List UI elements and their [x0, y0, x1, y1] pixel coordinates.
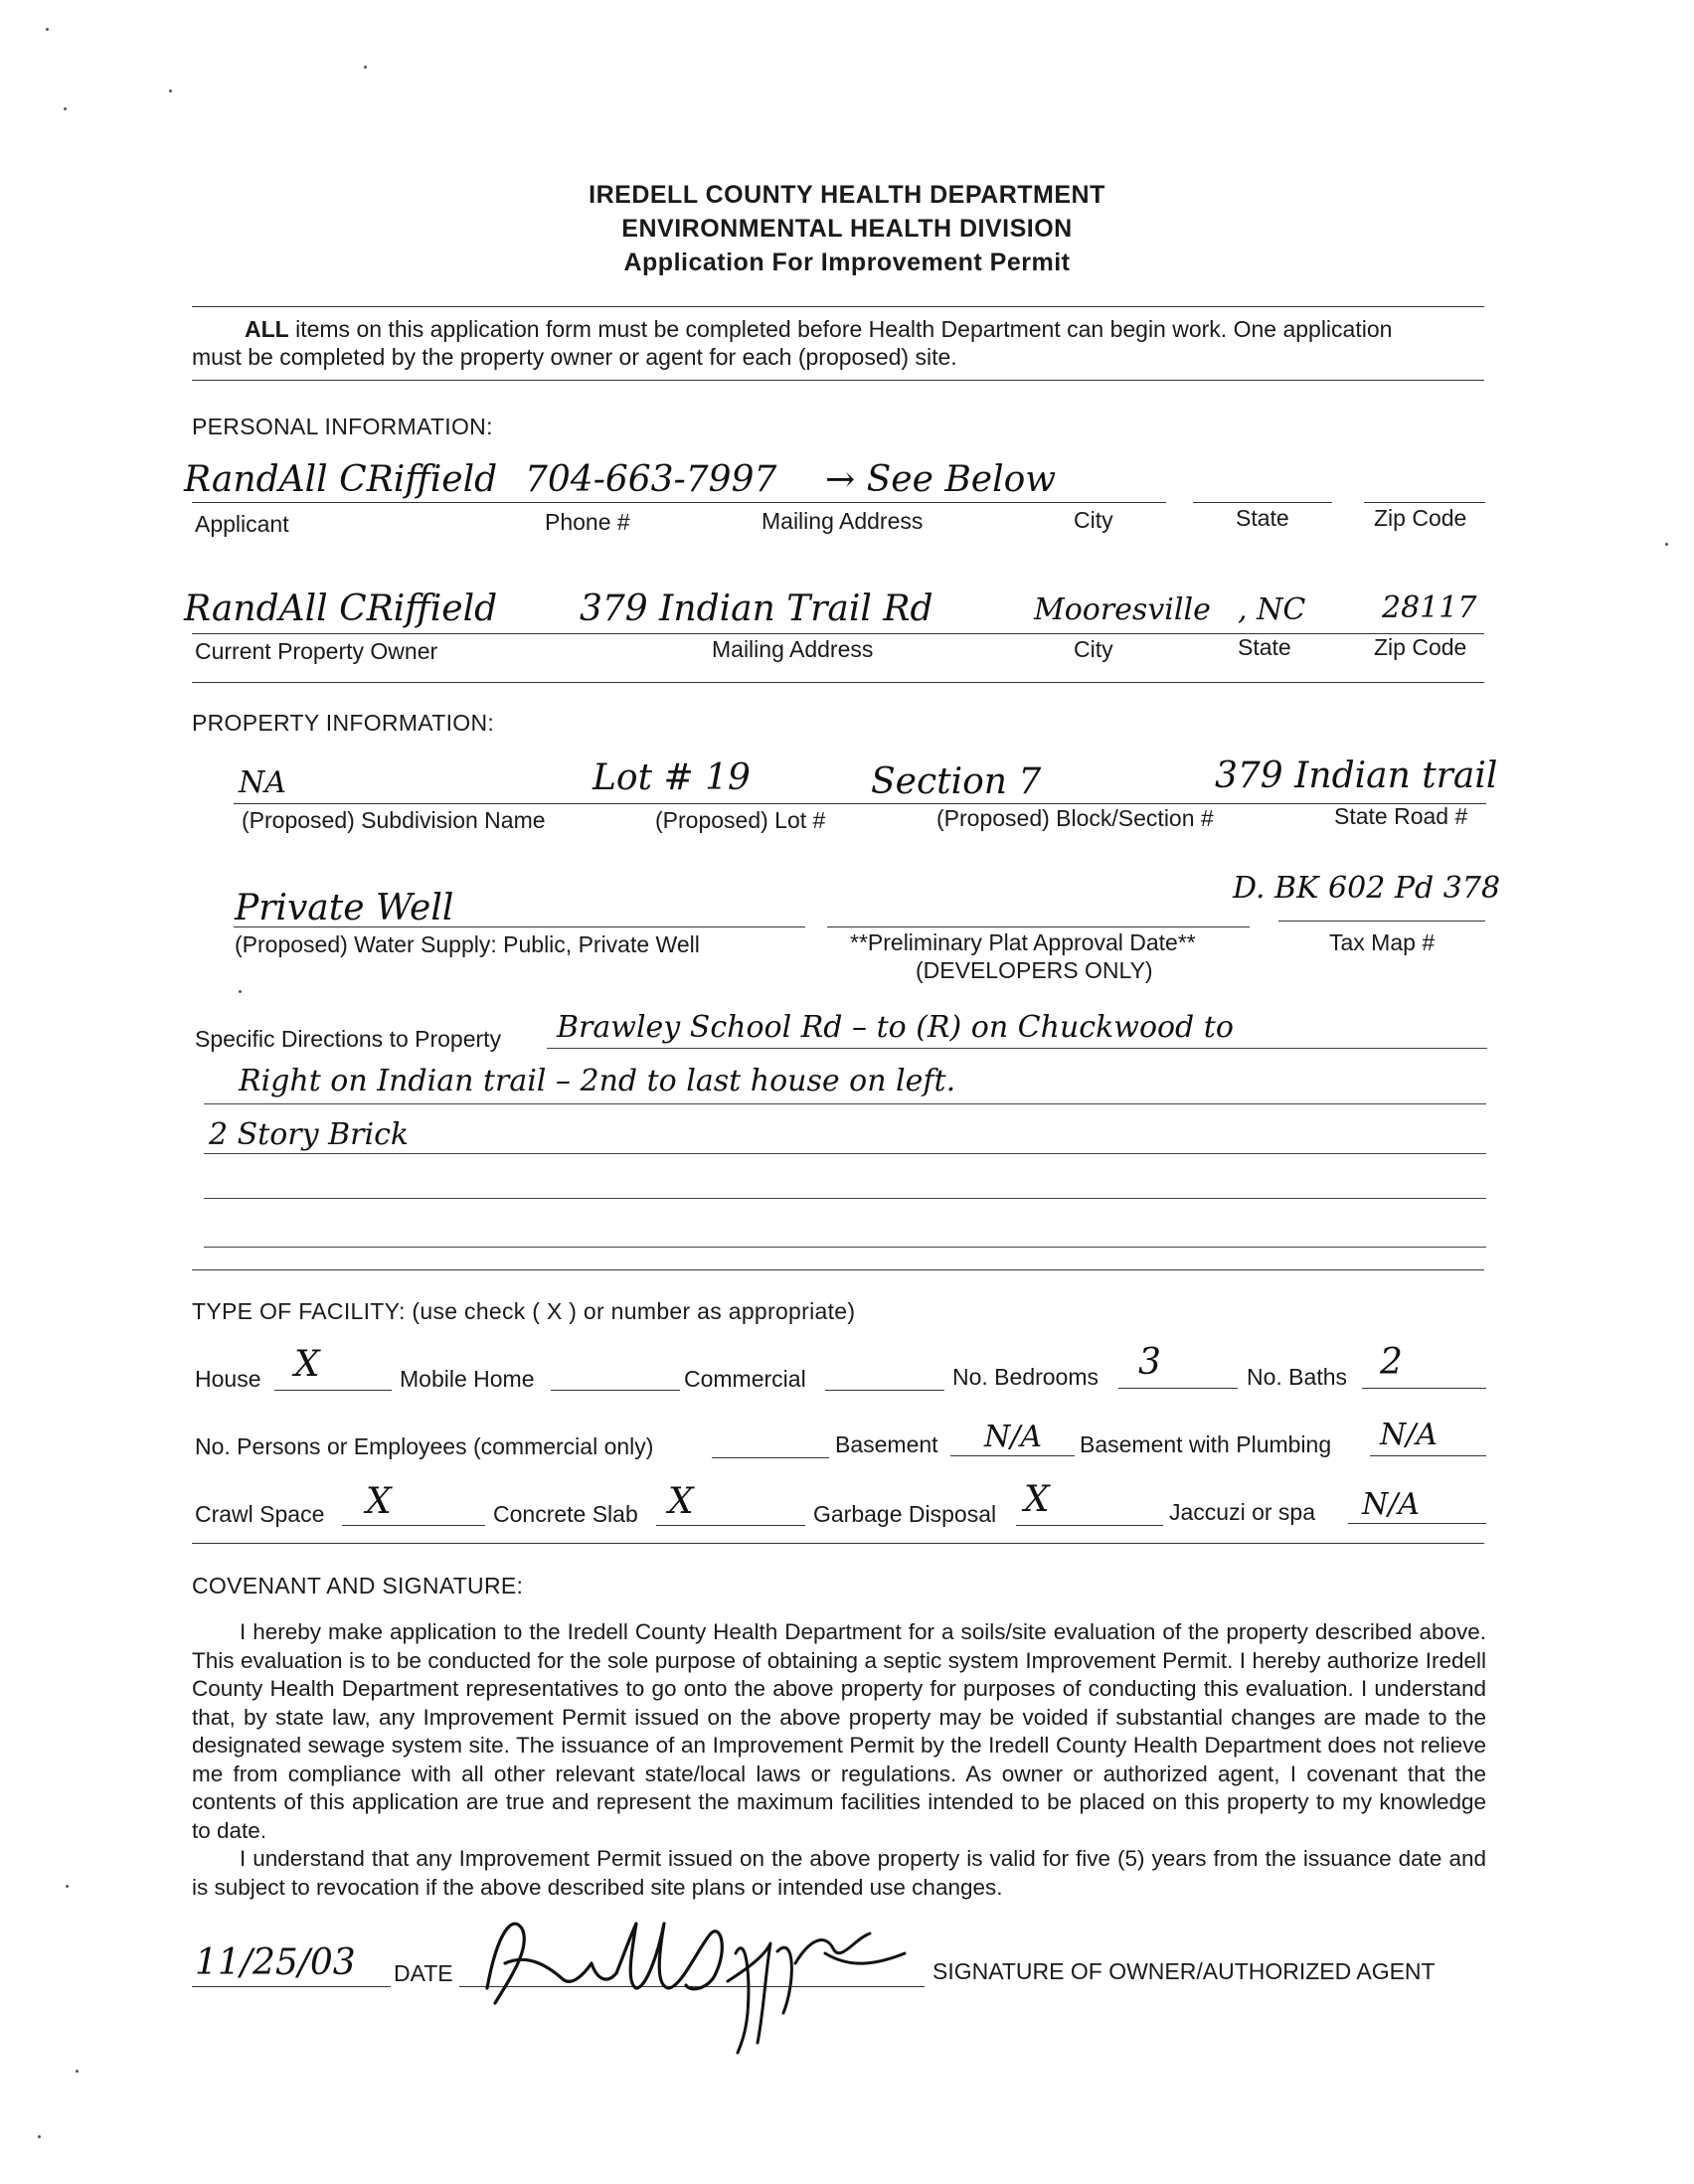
plat-sublabel: (DEVELOPERS ONLY): [916, 957, 1153, 983]
divider: [192, 380, 1484, 381]
owner-signature: [467, 1894, 925, 2063]
scan-speck: [239, 990, 242, 993]
slab-line: [656, 1525, 805, 1526]
basement-line: [950, 1455, 1075, 1456]
basement-plumbing-line: [1370, 1455, 1486, 1456]
directions-rule-4: [204, 1198, 1486, 1199]
personal-info-heading: PERSONAL INFORMATION:: [192, 414, 493, 439]
baths-line: [1362, 1388, 1486, 1389]
intro-line1: ALL items on this application form must be completed before Health Department can begin work. One application: [245, 316, 1393, 342]
owner-state-value: , NC: [1238, 592, 1306, 627]
property-info-heading: PROPERTY INFORMATION:: [192, 710, 495, 736]
garbage-disposal-value: X: [1024, 1479, 1050, 1520]
jacuzzi-label: Jaccuzi or spa: [1169, 1499, 1316, 1525]
state-label: State: [1236, 505, 1289, 531]
zip-label: Zip Code: [1374, 505, 1467, 531]
water-supply-value: Private Well: [235, 888, 454, 928]
state-line: [1193, 502, 1332, 503]
bedrooms-line: [1118, 1388, 1238, 1389]
persons-label: No. Persons or Employees (commercial only): [195, 1433, 654, 1459]
divider: [192, 306, 1484, 307]
header-title-line3: Application For Improvement Permit: [623, 249, 1071, 276]
divider: [192, 1543, 1484, 1544]
house-line: [274, 1390, 392, 1391]
jacuzzi-value: N/A: [1362, 1487, 1421, 1522]
commercial-line: [825, 1390, 944, 1391]
plat-line: [827, 926, 1250, 927]
water-line: [234, 926, 805, 927]
basement-label: Basement: [835, 1431, 938, 1457]
owner-zip-value: 28117: [1382, 590, 1477, 625]
crawl-space-value: X: [366, 1481, 392, 1522]
garbage-line: [1016, 1525, 1163, 1526]
bedrooms-label: No. Bedrooms: [952, 1364, 1100, 1390]
intro-line2: must be completed by the property owner or agent for each (proposed) site.: [192, 344, 957, 370]
date-line: [192, 1986, 391, 1987]
covenant-paragraph-1: I hereby make application to the Iredell County Health Department for a soils/site evaluation of the property described above. This evaluation is to be conducted for the sole purpose of obtaining a septic system Improvement Permit. I hereby authorize Iredell County Health Department representatives to go onto the above property for purposes of conducting this evaluation. I understand that, by state law, any Improvement Permit issued on the above property may be voided if substantial changes are made to the designated sewage system site. The issuance of an Improvement Permit by the Iredell County Health Department does not relieve me from compliance with all other relevant state/local laws or regulations. As owner or authorized agent, I covenant that the contents of this application are true and represent the maximum facilities intended to be placed on this property to my knowledge to date.: [192, 1619, 1486, 1843]
house-label: House: [195, 1366, 261, 1392]
scan-speck: [1665, 543, 1668, 546]
applicant-mailing-value: → See Below: [825, 459, 1057, 500]
mobile-line: [551, 1390, 680, 1391]
block-label: (Proposed) Block/Section #: [936, 805, 1214, 831]
block-section-value: Section 7: [871, 761, 1042, 802]
owner-city-value: Mooresville: [1034, 592, 1211, 627]
phone-label: Phone #: [545, 509, 630, 535]
directions-line2: Right on Indian trail – 2nd to last house on left.: [239, 1064, 956, 1098]
directions-rule-5: [204, 1247, 1486, 1248]
directions-line1: Brawley School Rd – to (R) on Chuckwood to: [557, 1010, 1234, 1045]
owner-name-value: RandAll CRiffield: [184, 588, 498, 629]
city-label: City: [1074, 507, 1113, 533]
directions-label: Specific Directions to Property: [195, 1026, 502, 1052]
divider: [192, 1269, 1484, 1270]
persons-line: [712, 1457, 829, 1458]
tax-line: [1278, 921, 1485, 922]
baths-label: No. Baths: [1247, 1364, 1347, 1390]
facility-heading: TYPE OF FACILITY: (use check ( X ) or number as appropriate): [192, 1298, 856, 1324]
tax-map-value: D. BK 602 Pd 378: [1233, 871, 1501, 906]
mailing-label: Mailing Address: [762, 508, 924, 534]
signature-date-value: 11/25/03: [195, 1942, 356, 1983]
mobile-home-label: Mobile Home: [400, 1366, 535, 1392]
concrete-slab-value: X: [668, 1481, 694, 1522]
water-supply-label: (Proposed) Water Supply: Public, Private Well: [235, 931, 700, 957]
scan-speck: [169, 89, 172, 92]
owner-zip-label: Zip Code: [1374, 634, 1467, 660]
scan-speck: [64, 107, 67, 110]
applicant-label: Applicant: [195, 511, 289, 537]
jacuzzi-line: [1348, 1523, 1486, 1524]
zip-line: [1364, 502, 1485, 503]
scan-speck: [76, 2070, 79, 2073]
basement-plumbing-value: N/A: [1380, 1418, 1439, 1452]
covenant-heading: COVENANT AND SIGNATURE:: [192, 1573, 524, 1598]
directions-line3: 2 Story Brick: [209, 1117, 410, 1152]
lot-value: Lot # 19: [593, 757, 751, 798]
owner-city-label: City: [1074, 636, 1113, 662]
bedrooms-value: 3: [1138, 1342, 1161, 1383]
scan-speck: [46, 28, 49, 31]
subdivision-label: (Proposed) Subdivision Name: [242, 807, 546, 833]
house-value: X: [294, 1344, 320, 1385]
basement-value: N/A: [984, 1420, 1043, 1454]
applicant-line: [192, 502, 1166, 503]
subdivision-value: NA: [239, 765, 286, 800]
crawl-line: [342, 1525, 485, 1526]
property-line: [234, 803, 1486, 804]
header-title-line1: IREDELL COUNTY HEALTH DEPARTMENT: [589, 181, 1105, 209]
divider: [192, 682, 1484, 683]
crawl-space-label: Crawl Space: [195, 1501, 325, 1527]
covenant-paragraph-2: I understand that any Improvement Permit issued on the above property is valid for five (5) years from the issuance date and is subject to revocation if the above described site plans or intended use changes.: [192, 1846, 1486, 1900]
garbage-disposal-label: Garbage Disposal: [813, 1501, 997, 1527]
concrete-slab-label: Concrete Slab: [493, 1501, 638, 1527]
owner-mailing-value: 379 Indian Trail Rd: [580, 588, 933, 629]
applicant-name-value: RandAll CRiffield: [184, 459, 498, 500]
signature-label: SIGNATURE OF OWNER/AUTHORIZED AGENT: [932, 1958, 1436, 1984]
commercial-label: Commercial: [684, 1366, 806, 1392]
applicant-phone-value: 704-663-7997: [525, 459, 777, 500]
tax-map-label: Tax Map #: [1329, 929, 1436, 955]
state-road-label: State Road #: [1334, 803, 1468, 829]
directions-rule-3: [204, 1153, 1486, 1154]
owner-state-label: State: [1238, 634, 1291, 660]
baths-value: 2: [1380, 1342, 1403, 1383]
date-label: DATE: [394, 1960, 453, 1986]
lot-label: (Proposed) Lot #: [655, 807, 826, 833]
state-road-value: 379 Indian trail: [1215, 756, 1498, 796]
scan-speck: [66, 1885, 69, 1888]
header-title-line2: ENVIRONMENTAL HEALTH DIVISION: [621, 215, 1073, 243]
scan-speck: [364, 66, 367, 69]
scan-speck: [38, 2135, 41, 2138]
directions-rule-2: [204, 1103, 1486, 1104]
directions-rule-1: [547, 1048, 1487, 1049]
basement-plumbing-label: Basement with Plumbing: [1080, 1431, 1332, 1457]
owner-mailing-label: Mailing Address: [712, 636, 874, 662]
plat-label: **Preliminary Plat Approval Date**: [850, 929, 1196, 955]
owner-label: Current Property Owner: [195, 638, 438, 664]
